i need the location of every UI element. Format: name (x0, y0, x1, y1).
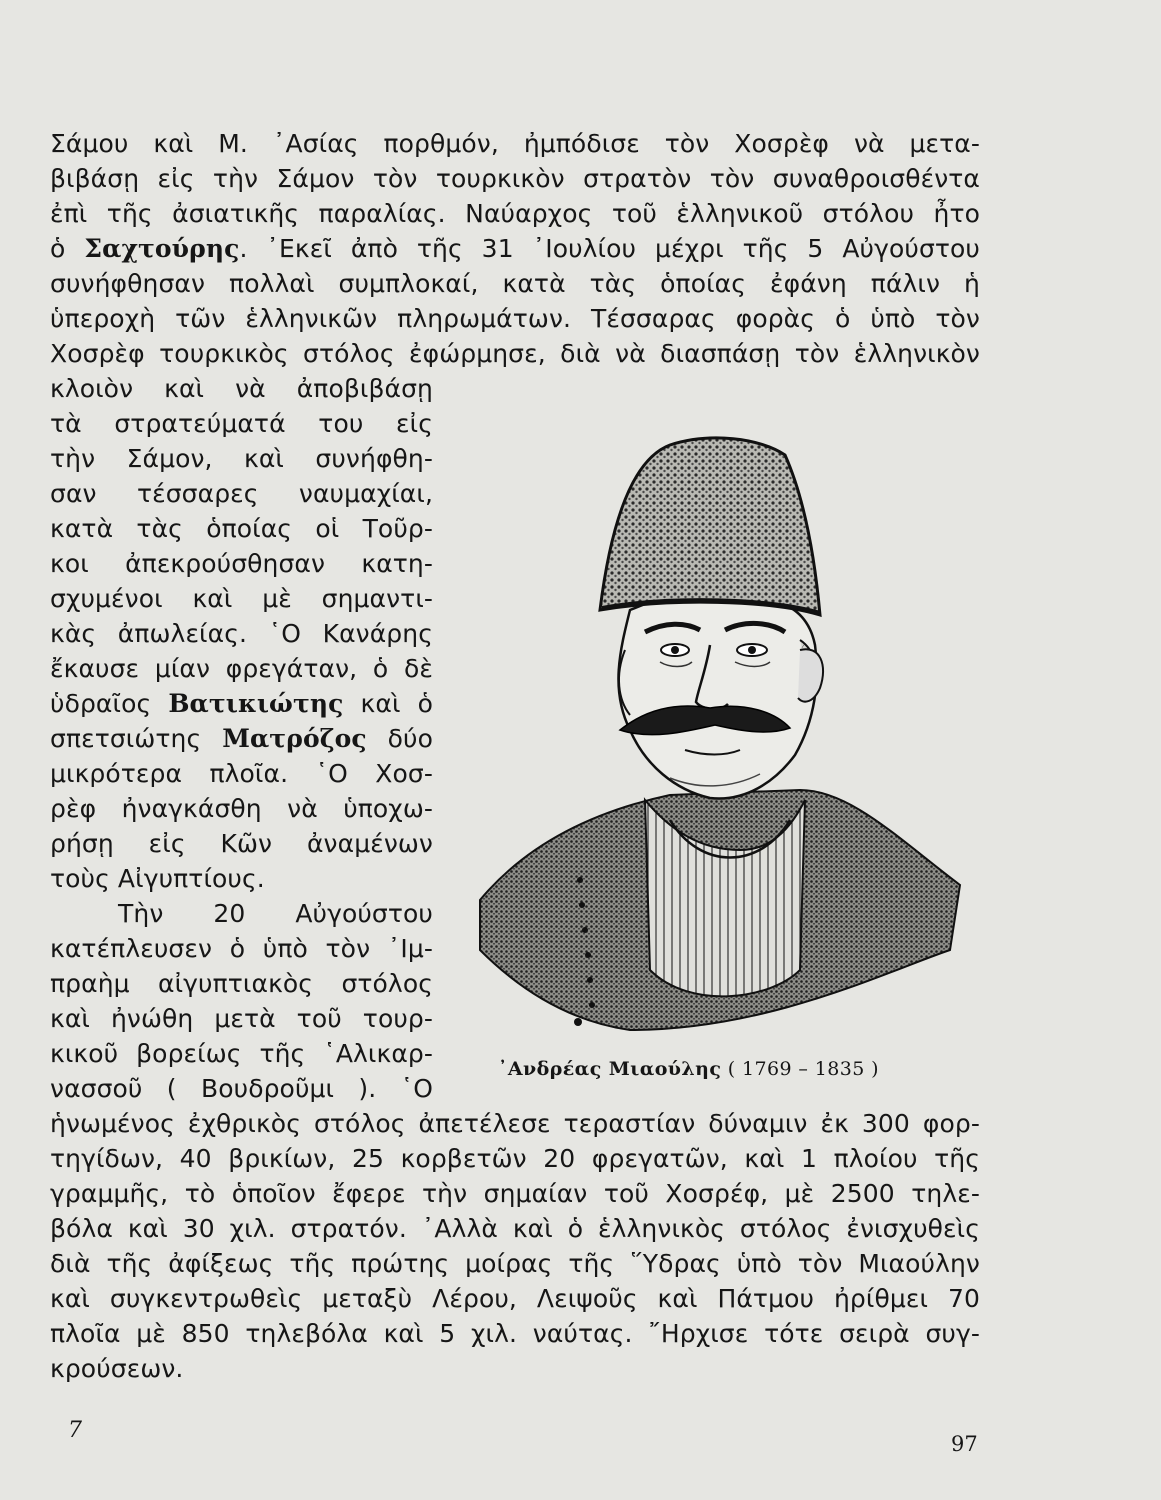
caption-name: ᾿Ανδρέας Μιαούλης (498, 1058, 722, 1080)
signature-mark: 7 (68, 1418, 82, 1443)
text-line: κὰς ἀπωλείας. ῾Ο Κανάρης (50, 619, 433, 648)
name-sachtouris: Σαχτούρης (84, 234, 240, 263)
text-line-matrozos (50, 723, 433, 755)
name-vatikiotis: Βατικιώτης (168, 689, 344, 718)
text-line: Τὴν 20 Αὐγούστου (118, 899, 433, 928)
text-line: Σάμου καὶ Μ. ᾿Ασίας πορθμόν, ἠμπόδισε τὸν Χοσρὲφ νὰ μετα- (50, 129, 980, 158)
text-line-vatikiotis (50, 688, 433, 720)
text-fragment: καὶ ὁ (343, 689, 433, 718)
text-line-sachtouris (50, 233, 980, 265)
text-line: ἐπὶ τῆς ἀσιατικῆς παραλίας. Ναύαρχος τοῦ ἑλληνικοῦ στόλου ἦτο (50, 199, 980, 228)
text-line: πραὴμ αἰγυπτιακὸς στόλος (50, 969, 433, 998)
text-line: βιβάσῃ εἰς τὴν Σάμον τὸν τουρκικὸν στρατὸν τὸν συναθροισθέντα (50, 164, 980, 193)
text-fragment: σπετσιώτης (50, 724, 223, 753)
text-line: κλοιὸν καὶ νὰ ἀποβιβάσῃ (50, 374, 433, 403)
text-line: τὴν Σάμον, καὶ συνήφθη- (50, 444, 433, 473)
name-matrozos: Ματρόζος (222, 724, 367, 753)
text-fragment: δύο (366, 724, 433, 753)
text-line: γραμμῆς, τὸ ὁποῖον ἔφερε τὴν σημαίαν τοῦ Χοσρέφ, μὲ 2500 τηλε- (50, 1179, 980, 1208)
text-line: τοὺς Αἰγυπτίους. (50, 864, 265, 893)
text-line: ὑπεροχὴ τῶν ἑλληνικῶν πληρωμάτων. Τέσσαρας φορὰς ὁ ὑπὸ τὸν (50, 304, 980, 333)
text-line: τηγίδων, 40 βρικίων, 25 κορβετῶν 20 φρεγατῶν, καὶ 1 πλοίου τῆς (50, 1144, 980, 1173)
text-line: συνήφθησαν πολλαὶ συμπλοκαί, κατὰ τὰς ὁποίας ἐφάνη πάλιν ἡ (50, 269, 980, 298)
portrait-caption (498, 1056, 978, 1082)
text-line: νασσοῦ ( Βουδροῦμι ). ῾Ο (50, 1074, 433, 1103)
text-line: τὰ στρατεύματά του εἰς (50, 409, 433, 438)
text-line: ρήσῃ εἰς Κῶν ἀναμένων (50, 829, 433, 858)
text-line: κρούσεων. (50, 1354, 184, 1383)
text-line: πλοῖα μὲ 850 τηλεβόλα καὶ 5 χιλ. ναύτας. ῎Ηρχισε τότε σειρὰ συγ- (50, 1319, 980, 1348)
text-line: Χοσρὲφ τουρκικὸς στόλος ἐφώρμησε, διὰ νὰ διασπάσῃ τὸν ἑλληνικὸν (50, 339, 980, 368)
text-line: ἡνωμένος ἐχθρικὸς στόλος ἀπετέλεσε τεραστίαν δύναμιν ἐκ 300 φορ- (50, 1109, 980, 1138)
text-line: μικρότερα πλοῖα. ῾Ο Χοσ- (50, 759, 433, 788)
page-number: 97 (951, 1432, 978, 1456)
portrait-illustration (470, 410, 970, 1035)
text-line: κατέπλευσεν ὁ ὑπὸ τὸν ᾿Ιμ- (50, 934, 433, 963)
text-fragment: . ᾿Εκεῖ ἀπὸ τῆς 31 ᾿Ιουλίου μέχρι τῆς 5 Αὐγούστου (239, 234, 980, 263)
text-line: βόλα καὶ 30 χιλ. στρατόν. ᾿Αλλὰ καὶ ὁ ἑλληνικὸς στόλος ἐνισχυθεὶς (50, 1214, 980, 1243)
text-line: καὶ ἠνώθη μετὰ τοῦ τουρ- (50, 1004, 433, 1033)
text-line: κικοῦ βορείως τῆς ῾Αλικαρ- (50, 1039, 433, 1068)
text-fragment: ὁ (50, 234, 85, 263)
text-line: ἔκαυσε μίαν φρεγάταν, ὁ δὲ (50, 654, 433, 683)
text-line: σαν τέσσαρες ναυμαχίαι, (50, 479, 433, 508)
text-line: σχυμένοι καὶ μὲ σημαντι- (50, 584, 433, 613)
text-line: κατὰ τὰς ὁποίας οἱ Τοῦρ- (50, 514, 433, 543)
text-line: ρὲφ ἠναγκάσθη νὰ ὑποχω- (50, 794, 433, 823)
text-line: κοι ἀπεκρούσθησαν κατη- (50, 549, 433, 578)
text-fragment: ὑδραῖος (50, 689, 169, 718)
caption-dates: ( 1769 – 1835 ) (727, 1058, 879, 1080)
text-line: διὰ τῆς ἀφίξεως τῆς πρώτης μοίρας τῆς ῞Υδρας ὑπὸ τὸν Μιαούλην (50, 1249, 980, 1278)
text-line: καὶ συγκεντρωθεὶς μεταξὺ Λέρου, Λειψοῦς καὶ Πάτμου ἠρίθμει 70 (50, 1284, 980, 1313)
